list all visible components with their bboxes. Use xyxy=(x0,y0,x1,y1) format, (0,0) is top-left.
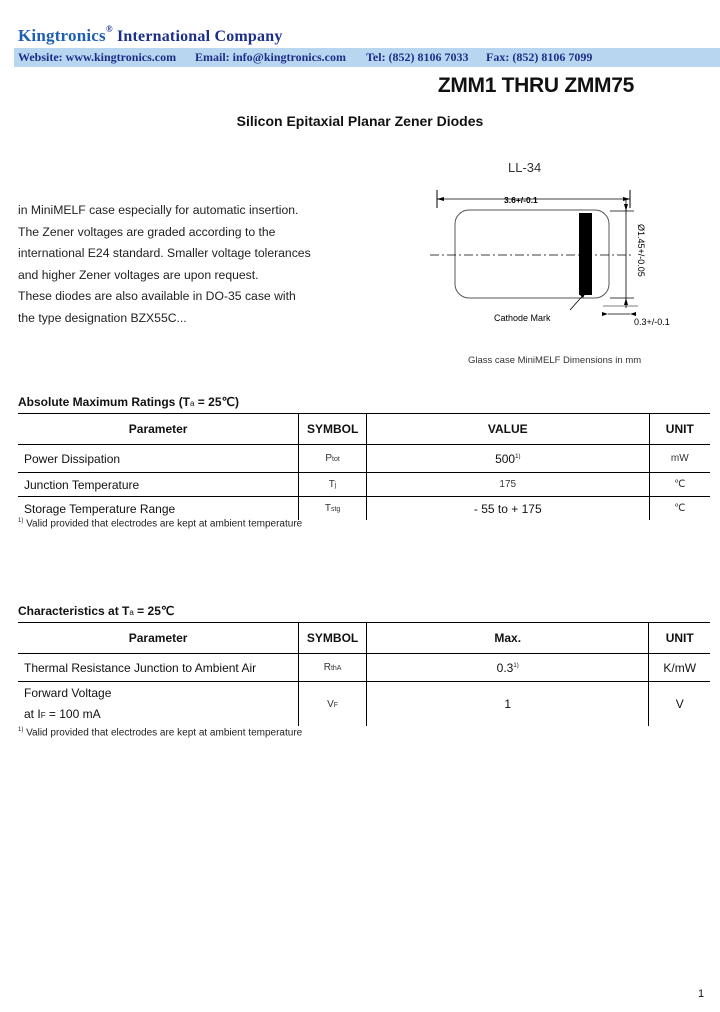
param-cell: Storage Temperature Range xyxy=(18,497,299,521)
diagram-caption: Glass case MiniMELF Dimensions in mm xyxy=(468,355,642,366)
symbol-text: R xyxy=(323,662,331,673)
unit-cell: mW xyxy=(649,445,710,473)
contact-bar xyxy=(14,48,720,67)
symbol-sub: j xyxy=(334,482,337,489)
desc-line: and higher Zener voltages are upon request. xyxy=(18,267,259,282)
company-logo xyxy=(18,26,283,46)
table-row xyxy=(18,497,710,521)
characteristics-table xyxy=(18,622,710,726)
col-value: VALUE xyxy=(366,414,649,445)
table-row xyxy=(18,654,710,682)
package-diagram xyxy=(420,180,720,340)
footnote-text: Valid provided that electrodes are kept at ambient temperature xyxy=(23,727,303,739)
brand-name: Kingtronics xyxy=(18,26,106,45)
param-line: Forward Voltage xyxy=(24,685,112,700)
param-cell: Thermal Resistance Junction to Ambient Air xyxy=(18,654,299,682)
param-cell: Junction Temperature xyxy=(18,473,299,497)
param-sub: F xyxy=(40,710,46,720)
value-note: 1) xyxy=(515,453,521,460)
symbol-text: T xyxy=(328,479,335,490)
char-title-end: = 25℃ xyxy=(133,604,175,618)
characteristics-footnote xyxy=(18,727,302,738)
package-label: LL-34 xyxy=(508,160,542,175)
symbol-sub: F xyxy=(333,701,339,709)
param-line xyxy=(24,704,298,726)
ratings-table xyxy=(18,413,710,520)
table-row xyxy=(18,682,710,727)
table-header-row xyxy=(18,623,710,654)
unit-cell: V xyxy=(649,682,710,727)
email-link[interactable]: Email: info@kingtronics.com xyxy=(195,50,346,64)
ratings-title xyxy=(18,395,239,409)
symbol-cell xyxy=(299,473,367,497)
symbol-cell xyxy=(299,445,367,473)
fax-text: Fax: (852) 8106 7099 xyxy=(486,50,593,64)
value-cell xyxy=(366,445,649,473)
param-text: = 100 mA xyxy=(45,706,101,721)
value-cell xyxy=(366,654,649,682)
param-text: at I xyxy=(24,706,41,721)
value-cell: 175 xyxy=(366,473,649,497)
description xyxy=(18,200,311,330)
desc-line: The Zener voltages are graded according to the xyxy=(18,224,276,239)
ratings-footnote xyxy=(18,518,302,529)
table-row xyxy=(18,445,710,473)
symbol-cell xyxy=(299,497,367,521)
col-parameter: Parameter xyxy=(18,623,299,654)
ratings-title-text: Absolute Maximum Ratings (T xyxy=(18,395,191,409)
desc-line: These diodes are also available in DO-35 case with xyxy=(18,289,296,304)
desc-line: the type designation BZX55C... xyxy=(18,310,187,325)
characteristics-title xyxy=(18,604,174,618)
table-row xyxy=(18,473,710,497)
diameter-dim: Ø1.45+/-0.05 xyxy=(636,224,646,277)
length-dim: 3.6+/-0.1 xyxy=(504,195,538,205)
value-note: 1) xyxy=(513,662,519,669)
symbol-sub: stg xyxy=(330,506,341,513)
lead-dim: 0.3+/-0.1 xyxy=(634,317,670,327)
cathode-band xyxy=(579,213,592,295)
col-symbol: SYMBOL xyxy=(299,623,367,654)
cathode-label: Cathode Mark xyxy=(494,313,551,323)
col-symbol: SYMBOL xyxy=(299,414,367,445)
char-title-text: Characteristics at T xyxy=(18,604,130,618)
company-name: International Company xyxy=(112,28,283,45)
value-text: 0.3 xyxy=(496,660,514,675)
page-title: ZMM1 THRU ZMM75 xyxy=(437,74,634,97)
registered-mark: ® xyxy=(105,24,113,34)
unit-cell: K/mW xyxy=(649,654,710,682)
value-text: 500 xyxy=(495,451,516,466)
table-header-row xyxy=(18,414,710,445)
symbol-cell xyxy=(299,654,367,682)
symbol-cell xyxy=(299,682,367,727)
page-subtitle: Silicon Epitaxial Planar Zener Diodes xyxy=(236,113,484,129)
footnote-text: Valid provided that electrodes are kept at ambient temperature xyxy=(23,518,303,530)
param-cell xyxy=(18,682,299,727)
char-title-sub: a xyxy=(129,608,134,617)
footnote-mark: 1) xyxy=(18,518,24,524)
footnote-mark: 1) xyxy=(18,727,24,733)
col-unit: UNIT xyxy=(649,414,710,445)
symbol-sub: thA xyxy=(330,665,342,672)
website-link[interactable]: Website: www.kingtronics.com xyxy=(18,50,177,64)
col-unit: UNIT xyxy=(649,623,710,654)
unit-cell: ℃ xyxy=(649,497,710,521)
unit-cell: ℃ xyxy=(649,473,710,497)
desc-line: international E24 standard. Smaller voltage tolerances xyxy=(18,246,311,261)
col-parameter: Parameter xyxy=(18,414,299,445)
value-cell: - 55 to + 175 xyxy=(366,497,649,521)
symbol-text: T xyxy=(324,503,331,514)
ratings-title-sub: a xyxy=(190,399,195,408)
tel-text: Tel: (852) 8106 7033 xyxy=(366,50,469,64)
page-number: 1 xyxy=(698,988,705,1000)
col-max: Max. xyxy=(366,623,649,654)
desc-line: in MiniMELF case especially for automatic insertion. xyxy=(18,203,299,217)
symbol-text: P xyxy=(325,453,333,464)
param-cell: Power Dissipation xyxy=(18,445,299,473)
value-cell: 1 xyxy=(366,682,649,727)
ratings-title-end: = 25℃) xyxy=(194,395,239,409)
symbol-text: V xyxy=(327,698,334,710)
symbol-sub: tot xyxy=(332,456,340,463)
